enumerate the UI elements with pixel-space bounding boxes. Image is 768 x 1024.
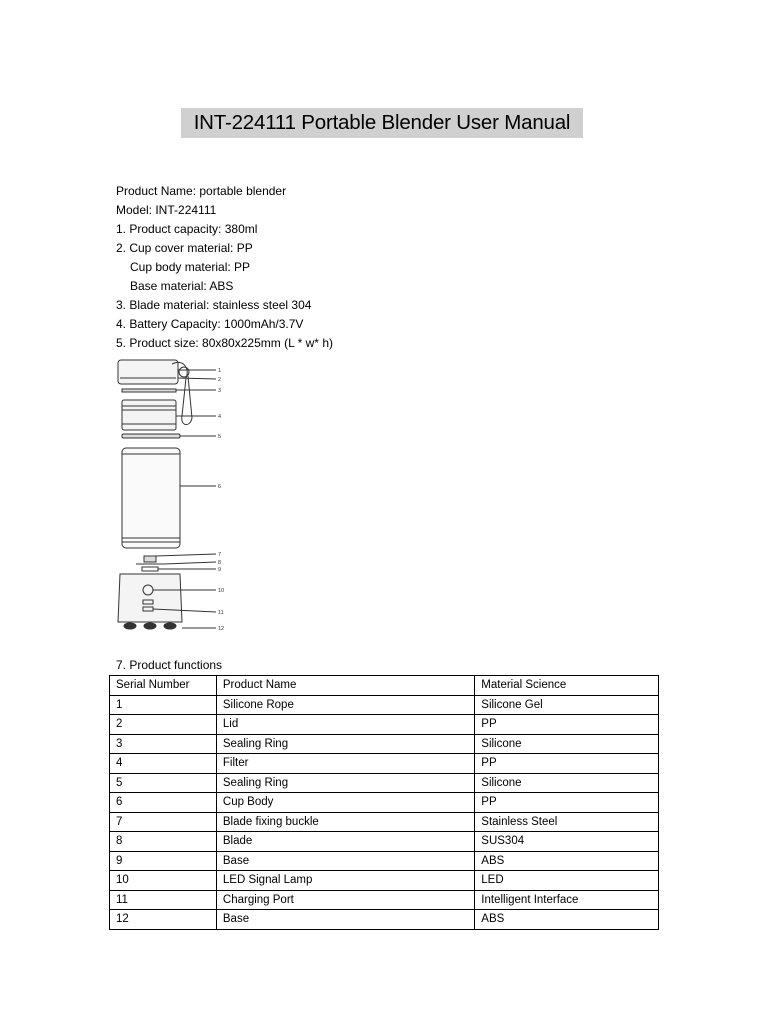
base-part	[118, 574, 182, 622]
callout-10: 10	[218, 588, 225, 594]
cell-product: Sealing Ring	[216, 734, 474, 754]
cell-product: LED Signal Lamp	[216, 871, 474, 891]
sealing-ring-top-part	[122, 389, 176, 392]
spec-cup-cover: 2. Cup cover material: PP	[116, 241, 253, 255]
table-row	[110, 793, 659, 813]
header-serial-number: Serial Number	[110, 676, 217, 696]
cell-material: Silicone Gel	[475, 695, 659, 715]
cell-product: Base	[216, 851, 474, 871]
cell-product: Charging Port	[216, 890, 474, 910]
spec-size: 5. Product size: 80x80x225mm (L * w* h)	[116, 336, 333, 350]
cell-serial: 6	[110, 793, 217, 813]
cell-serial: 2	[110, 715, 217, 735]
cell-serial: 4	[110, 754, 217, 774]
table-row	[110, 715, 659, 735]
filter-part	[122, 400, 176, 430]
table-row	[110, 910, 659, 930]
cell-material: Stainless Steel	[475, 812, 659, 832]
cell-material: PP	[475, 715, 659, 735]
spec-cup-body: Cup body material: PP	[130, 260, 251, 274]
header-product-name: Product Name	[216, 676, 474, 696]
header-material-science: Material Science	[475, 676, 659, 696]
cup-body-part	[122, 448, 180, 548]
table-row	[110, 812, 659, 832]
document-title: INT-224111 Portable Blender User Manual	[181, 108, 583, 138]
table-row	[110, 695, 659, 715]
table-row	[110, 890, 659, 910]
spec-product-name: Product Name: portable blender	[116, 184, 287, 198]
spec-model: Model: INT-224111	[116, 203, 217, 217]
cell-product: Sealing Ring	[216, 773, 474, 793]
callout-2: 2	[218, 377, 222, 383]
cell-product: Filter	[216, 754, 474, 774]
cell-material: ABS	[475, 910, 659, 930]
cell-material: LED	[475, 871, 659, 891]
cell-product: Cup Body	[216, 793, 474, 813]
cell-serial: 7	[110, 812, 217, 832]
spec-blade: 3. Blade material: stainless steel 304	[116, 298, 312, 312]
table-row	[110, 832, 659, 852]
callout-9: 9	[218, 567, 222, 573]
cell-serial: 1	[110, 695, 217, 715]
blender-exploded-diagram	[108, 356, 238, 638]
cell-serial: 8	[110, 832, 217, 852]
cell-material: Silicone	[475, 734, 659, 754]
sealing-ring-bottom-part	[122, 434, 180, 438]
callout-8: 8	[218, 560, 222, 566]
lid-part	[118, 360, 178, 384]
parts-table	[109, 675, 659, 930]
table-row	[110, 773, 659, 793]
cell-material: Silicone	[475, 773, 659, 793]
table-row	[110, 851, 659, 871]
callout-4: 4	[218, 414, 222, 420]
functions-heading: 7. Product functions	[116, 658, 223, 672]
table-row	[110, 871, 659, 891]
cell-product: Blade fixing buckle	[216, 812, 474, 832]
spec-list	[116, 182, 333, 353]
cell-material: ABS	[475, 851, 659, 871]
callout-1: 1	[218, 368, 222, 374]
table-header-row	[110, 676, 659, 696]
cell-product: Lid	[216, 715, 474, 735]
table-row	[110, 754, 659, 774]
cell-serial: 3	[110, 734, 217, 754]
callout-7: 7	[218, 552, 222, 558]
cell-product: Silicone Rope	[216, 695, 474, 715]
callout-5: 5	[218, 434, 222, 440]
cell-serial: 10	[110, 871, 217, 891]
cell-serial: 11	[110, 890, 217, 910]
cell-serial: 5	[110, 773, 217, 793]
callout-6: 6	[218, 484, 222, 490]
cell-product: Base	[216, 910, 474, 930]
callout-12: 12	[218, 626, 225, 632]
cell-material: SUS304	[475, 832, 659, 852]
cell-product: Blade	[216, 832, 474, 852]
blade-part	[144, 556, 156, 562]
callout-3: 3	[218, 388, 222, 394]
cell-serial: 12	[110, 910, 217, 930]
cell-serial: 9	[110, 851, 217, 871]
cell-material: PP	[475, 754, 659, 774]
table-row	[110, 734, 659, 754]
cell-material: PP	[475, 793, 659, 813]
spec-base: Base material: ABS	[130, 279, 234, 293]
spec-capacity: 1. Product capacity: 380ml	[116, 222, 258, 236]
callout-11: 11	[218, 610, 224, 616]
spec-battery: 4. Battery Capacity: 1000mAh/3.7V	[116, 317, 304, 331]
cell-material: Intelligent Interface	[475, 890, 659, 910]
